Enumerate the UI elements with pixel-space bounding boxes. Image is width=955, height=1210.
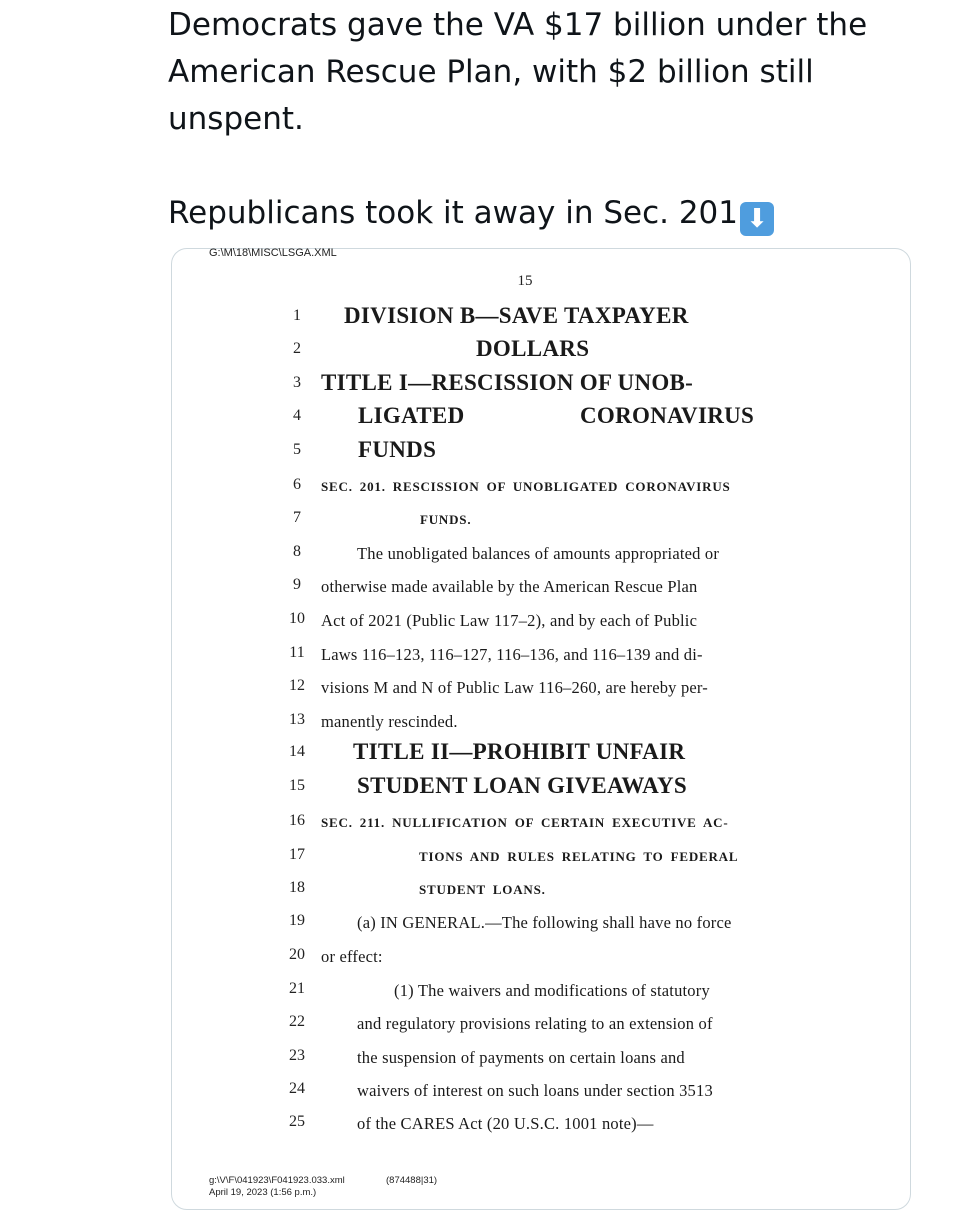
body-text-line: (a) IN GENERAL.—The following shall have no force bbox=[357, 913, 732, 932]
line-number: 20 bbox=[289, 946, 305, 963]
body-text-line: manently rescinded. bbox=[321, 712, 458, 731]
title-heading: CORONAVIRUS bbox=[580, 403, 755, 428]
line-number: 12 bbox=[289, 677, 305, 694]
body-text-line: The unobligated balances of amounts appropriated or bbox=[357, 544, 720, 563]
line-number: 2 bbox=[293, 340, 301, 357]
body-text-line: the suspension of payments on certain loans and bbox=[357, 1048, 685, 1067]
line-number: 22 bbox=[289, 1013, 305, 1030]
body-text-line: and regulatory provisions relating to an extension of bbox=[357, 1014, 713, 1033]
line-number: 4 bbox=[293, 407, 301, 424]
tweet-text bbox=[168, 2, 908, 237]
footer-file-path: g:\V\F\041923\F041923.033.xml bbox=[209, 1175, 345, 1186]
line-number: 14 bbox=[289, 743, 305, 760]
section-heading: FUNDS. bbox=[420, 512, 472, 527]
line-number: 19 bbox=[289, 912, 305, 929]
line-number: 5 bbox=[293, 441, 301, 458]
tweet-line: American Rescue Plan, with $2 billion still bbox=[168, 54, 814, 90]
body-text-line: Act of 2021 (Public Law 117–2), and by each of Public bbox=[321, 611, 698, 630]
line-number: 6 bbox=[293, 476, 301, 493]
line-number: 25 bbox=[289, 1113, 305, 1130]
section-heading: SEC. 211. NULLIFICATION OF CERTAIN EXECUTIVE AC- bbox=[321, 815, 729, 830]
line-number: 3 bbox=[293, 374, 301, 391]
tweet-line: unspent. bbox=[168, 101, 304, 137]
section-heading: SEC. 201. RESCISSION OF UNOBLIGATED CORONAVIRUS bbox=[321, 479, 731, 494]
title-heading: TITLE I—RESCISSION OF UNOB- bbox=[321, 370, 694, 395]
tweet-line: Democrats gave the VA $17 billion under the bbox=[168, 7, 868, 43]
line-number: 10 bbox=[289, 610, 305, 627]
division-heading: DOLLARS bbox=[476, 336, 590, 361]
body-text-line: visions M and N of Public Law 116–260, are hereby per- bbox=[321, 678, 708, 697]
line-number: 15 bbox=[289, 777, 305, 794]
line-number: 11 bbox=[289, 644, 305, 661]
page-number: 15 bbox=[517, 273, 533, 289]
title-heading: FUNDS bbox=[358, 437, 437, 462]
line-number: 17 bbox=[289, 846, 305, 863]
document-path: G:\M\18\MISC\LSGA.XML bbox=[209, 247, 337, 259]
footer-code: (874488|31) bbox=[386, 1175, 438, 1186]
line-number: 24 bbox=[289, 1080, 305, 1097]
line-number: 23 bbox=[289, 1047, 305, 1064]
line-number: 13 bbox=[289, 711, 305, 728]
section-heading: TIONS AND RULES RELATING TO FEDERAL bbox=[419, 849, 739, 864]
division-heading: DIVISION B—SAVE TAXPAYER bbox=[344, 303, 689, 328]
line-number: 16 bbox=[289, 812, 305, 829]
line-number: 1 bbox=[293, 307, 301, 324]
section-heading: STUDENT LOANS. bbox=[419, 882, 546, 897]
title-heading: STUDENT LOAN GIVEAWAYS bbox=[357, 773, 687, 798]
line-number: 21 bbox=[289, 980, 305, 997]
line-number: 7 bbox=[293, 509, 301, 526]
body-text-line: otherwise made available by the American Rescue Plan bbox=[321, 577, 698, 596]
footer-date: April 19, 2023 (1:56 p.m.) bbox=[209, 1187, 317, 1198]
down-arrow-emoji-icon: ⬇ bbox=[740, 202, 774, 236]
title-heading: TITLE II—PROHIBIT UNFAIR bbox=[353, 739, 686, 764]
tweet-line-text: Republicans took it away in Sec. 201 bbox=[168, 195, 738, 231]
line-number: 8 bbox=[293, 543, 301, 560]
body-text-line: of the CARES Act (20 U.S.C. 1001 note)— bbox=[357, 1114, 654, 1133]
body-text-line: waivers of interest on such loans under section 3513 bbox=[357, 1081, 713, 1100]
title-heading: LIGATED bbox=[358, 403, 465, 428]
body-text-line: (1) The waivers and modifications of statutory bbox=[394, 981, 710, 1000]
tweet-line bbox=[168, 190, 908, 237]
line-number: 9 bbox=[293, 576, 301, 593]
line-number: 18 bbox=[289, 879, 305, 896]
body-text-line: or effect: bbox=[321, 947, 383, 966]
body-text-line: Laws 116–123, 116–127, 116–136, and 116–139 and di- bbox=[321, 645, 703, 664]
